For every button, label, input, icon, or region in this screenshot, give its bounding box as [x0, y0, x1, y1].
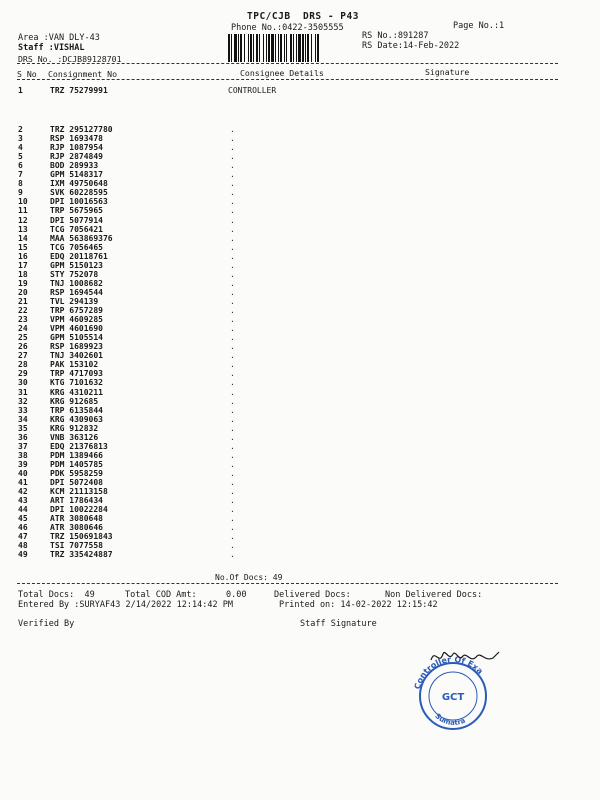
row-marker: . [230, 360, 235, 370]
row-consignment: SVK 60228595 [50, 188, 108, 198]
row-consignment: TRP 5675965 [50, 206, 103, 216]
seal-outer-text: Controller Of Exa [412, 654, 485, 691]
barcode-bar [278, 34, 279, 62]
phone-number: Phone No.:0422-3505555 [231, 23, 344, 33]
barcode-bar [305, 34, 306, 62]
barcode-bar [280, 34, 282, 62]
total-cod-value: 0.00 [226, 590, 247, 600]
row-marker: . [230, 351, 235, 361]
row-marker: . [230, 541, 235, 551]
barcode-bar [238, 34, 239, 62]
row-consignment: RJP 2874849 [50, 152, 103, 162]
rs-date: RS Date:14-Feb-2022 [362, 41, 460, 51]
barcode-bar [286, 34, 287, 62]
row-marker: . [230, 378, 235, 388]
row-marker: . [230, 269, 235, 279]
row-consignment: GPM 5148317 [50, 170, 103, 180]
barcode-bar [317, 34, 319, 62]
row-marker: . [230, 242, 235, 252]
verified-by-label: Verified By [18, 619, 75, 629]
row-sno: 3 [18, 134, 23, 144]
row-marker: . [230, 532, 235, 542]
staff-signature-label: Staff Signature [300, 619, 377, 629]
row-consignment: PDM 1389466 [50, 450, 103, 460]
barcode-bar [248, 34, 249, 62]
column-header-consignee-details: Consignee Details [240, 68, 324, 78]
row-consignment: STY 752078 [50, 269, 99, 279]
row-marker: . [230, 297, 235, 306]
seal-center-text: GCT [441, 692, 465, 703]
row-consignment: DPI 5072408 [50, 478, 103, 487]
consignee-details-first: CONTROLLER [228, 86, 277, 95]
row-marker: . [230, 278, 235, 288]
row-consignment: PDK 5958259 [50, 468, 103, 478]
barcode-bar [284, 34, 285, 62]
no-of-docs: No.Of Docs: 49 [215, 573, 283, 582]
row-sno: 35 [18, 423, 28, 433]
row-sno: 21 [18, 297, 28, 306]
row-consignment: EDQ 21376813 [50, 441, 108, 451]
row-marker: . [230, 505, 235, 515]
row-sno: 17 [18, 260, 28, 270]
row-marker: . [230, 134, 235, 144]
barcode-bar [228, 34, 230, 62]
row-marker: . [230, 487, 235, 496]
seal-bottom-text: Sumatra [433, 712, 467, 727]
row-marker: . [230, 396, 235, 406]
barcode-bar [268, 34, 270, 62]
total-docs: Total Docs: 49 [18, 590, 95, 600]
barcode-bar [315, 34, 316, 62]
row-marker: . [230, 414, 235, 424]
rs-number: RS No.:891287 [362, 31, 429, 41]
row-marker: . [230, 523, 235, 533]
row-consignment: DPI 10022284 [50, 505, 108, 515]
entered-by: Entered By :SURYAF43 2/14/2022 12:14:42 PM [18, 600, 233, 610]
barcode-bar [234, 34, 237, 62]
official-seal-stamp [401, 640, 506, 730]
row-marker: . [230, 405, 235, 415]
document-title: TPC/CJB DRS - P43 [247, 11, 359, 22]
row-sno: 18 [18, 269, 28, 279]
column-header-consignment: Consignment No [48, 69, 118, 79]
row-marker: . [230, 188, 235, 198]
delivered-docs: Delivered Docs: [274, 590, 351, 600]
row-sno: 4 [18, 143, 23, 153]
row-consignment: TCG 7056465 [50, 242, 103, 252]
row-consignment: TRP 6757289 [50, 306, 103, 315]
header-divider-top [17, 63, 558, 64]
row-sno: 46 [18, 523, 28, 533]
barcode-bar [266, 34, 267, 62]
row-marker: . [230, 432, 235, 442]
row-sno: 49 [18, 550, 28, 560]
row-consignment: KRG 912685 [50, 396, 99, 406]
row-sno: 28 [18, 360, 28, 370]
row-consignment: ATR 3080646 [50, 523, 103, 533]
row-marker: . [230, 423, 235, 433]
row-consignment: KRG 4310211 [50, 387, 103, 397]
row-sno: 39 [18, 459, 28, 469]
row-sno: 31 [18, 387, 28, 397]
row-sno: 10 [18, 197, 28, 207]
summary-divider [17, 583, 558, 584]
row-marker: . [230, 369, 235, 379]
column-header-signature: Signature [425, 67, 470, 77]
row-sno: 12 [18, 215, 28, 225]
row-sno: 47 [18, 532, 28, 542]
row-sno: 32 [18, 396, 28, 406]
row-consignment: IXM 49750648 [50, 179, 108, 189]
row-sno: 40 [18, 468, 28, 478]
printed-on: Printed on: 14-02-2022 12:15:42 [279, 600, 438, 610]
row-consignment: GPM 5150123 [50, 260, 103, 270]
barcode-bar [263, 34, 264, 62]
row-consignment: VPM 4609285 [50, 315, 103, 325]
row-consignment: VNB 363126 [50, 432, 99, 442]
row-marker: . [230, 333, 235, 343]
row-sno: 36 [18, 432, 28, 442]
row-sno: 7 [18, 170, 23, 180]
column-header-sno: S No [17, 69, 37, 79]
row-marker: . [230, 450, 235, 460]
row-consignment: TSI 7077558 [50, 541, 103, 551]
row-consignment: TRP 4717093 [50, 369, 103, 379]
row-consignment: KCM 21113158 [50, 487, 108, 496]
row-sno: 26 [18, 342, 28, 352]
barcode-bar [290, 34, 292, 62]
row-consignment: ATR 3080648 [50, 514, 103, 524]
row-sno: 9 [18, 188, 23, 198]
row-consignment: BOD 289933 [50, 161, 99, 171]
area-label: Area :VAN DLY-43 [18, 33, 100, 43]
row-sno: 48 [18, 541, 28, 551]
row-consignment: TCG 7056421 [50, 224, 103, 234]
row-consignment: TRZ 295127780 [50, 125, 113, 134]
barcode-bar [293, 34, 294, 62]
barcode-bar [271, 34, 274, 62]
row-consignment: RSP 1689923 [50, 342, 103, 352]
row-sno: 11 [18, 206, 28, 216]
row-consignment: RSP 1693478 [50, 134, 103, 144]
barcode-bar [296, 34, 297, 62]
barcode-bar [275, 34, 276, 62]
row-marker: . [230, 315, 235, 325]
total-cod-label: Total COD Amt: [125, 590, 197, 600]
row-sno: 8 [18, 179, 23, 189]
row-marker: . [230, 441, 235, 451]
barcode-bar [240, 34, 242, 62]
row-consignment: DPI 10016563 [50, 197, 108, 207]
row-sno: 22 [18, 306, 28, 315]
row-sno: 6 [18, 161, 23, 171]
row-sno: 23 [18, 315, 28, 325]
row-marker: . [230, 179, 235, 189]
row-marker: . [230, 342, 235, 352]
row-marker: . [230, 125, 235, 134]
row-consignment: GPM 5105514 [50, 333, 103, 343]
row-sno: 13 [18, 224, 28, 234]
row-sno: 41 [18, 478, 28, 487]
row-marker: . [230, 260, 235, 270]
row-marker: . [230, 387, 235, 397]
row-consignment: TNJ 3402601 [50, 351, 103, 361]
row-marker: . [230, 478, 235, 487]
row-consignment: EDQ 20118761 [50, 251, 108, 261]
row-sno: 37 [18, 441, 28, 451]
row-consignment: KTG 7101632 [50, 378, 103, 388]
row-sno: 38 [18, 450, 28, 460]
barcode-bar [231, 34, 232, 62]
drs-number: DRS No. :DCJB89128701 [18, 54, 122, 64]
row-marker: . [230, 251, 235, 261]
barcode-bar [253, 34, 254, 62]
staff-label: Staff :VISHAL [18, 43, 85, 53]
row-sno: 14 [18, 233, 28, 243]
page-number: Page No.:1 [453, 21, 505, 31]
row-sno: 44 [18, 505, 28, 515]
row-sno: 33 [18, 405, 28, 415]
row-marker: . [230, 233, 235, 243]
barcode-bar [311, 34, 312, 62]
barcode-bar [250, 34, 252, 62]
barcode-bar [302, 34, 304, 62]
row-sno: 45 [18, 514, 28, 524]
non-delivered-docs: Non Delivered Docs: [385, 590, 483, 600]
barcode-bar [244, 34, 245, 62]
row-consignment: MAA 563869376 [50, 233, 113, 243]
row-sno: 2 [18, 125, 23, 134]
barcode-bar [298, 34, 301, 62]
barcode-image [228, 34, 353, 62]
row-sno: 24 [18, 324, 28, 334]
row-sno: 1 [18, 86, 23, 95]
row-consignment: ART 1786434 [50, 496, 103, 506]
row-marker: . [230, 224, 235, 234]
row-marker: . [230, 550, 235, 560]
row-sno: 27 [18, 351, 28, 361]
row-marker: . [230, 468, 235, 478]
row-sno: 15 [18, 242, 28, 252]
row-marker: . [230, 197, 235, 207]
row-consignment: TRZ 150691843 [50, 532, 113, 542]
row-marker: . [230, 459, 235, 469]
row-sno: 34 [18, 414, 28, 424]
row-sno: 19 [18, 278, 28, 288]
header-divider-bottom [17, 79, 558, 80]
row-consignment: TRZ 75279991 [50, 86, 108, 95]
row-marker: . [230, 170, 235, 180]
barcode-bar [256, 34, 258, 62]
row-marker: . [230, 287, 235, 297]
row-sno: 29 [18, 369, 28, 379]
row-marker: . [230, 206, 235, 216]
row-consignment: RJP 1087954 [50, 143, 103, 153]
row-sno: 5 [18, 152, 23, 162]
row-marker: . [230, 161, 235, 171]
row-consignment: RSP 1694544 [50, 287, 103, 297]
row-marker: . [230, 514, 235, 524]
row-marker: . [230, 306, 235, 315]
row-marker: . [230, 143, 235, 153]
row-consignment: VPM 4601690 [50, 324, 103, 334]
row-consignment: KRG 912832 [50, 423, 99, 433]
row-sno: 16 [18, 251, 28, 261]
row-consignment: TRZ 335424887 [50, 550, 113, 560]
barcode-bar [259, 34, 260, 62]
row-sno: 25 [18, 333, 28, 343]
row-consignment: TVL 294139 [50, 297, 99, 306]
row-consignment: KRG 4309063 [50, 414, 103, 424]
row-consignment: TNJ 1008682 [50, 278, 103, 288]
row-marker: . [230, 152, 235, 162]
row-sno: 30 [18, 378, 28, 388]
row-sno: 20 [18, 287, 28, 297]
row-marker: . [230, 324, 235, 334]
row-marker: . [230, 215, 235, 225]
row-marker: . [230, 496, 235, 506]
row-sno: 42 [18, 487, 28, 496]
row-consignment: PAK 153102 [50, 360, 99, 370]
row-consignment: PDM 1405785 [50, 459, 103, 469]
row-sno: 43 [18, 496, 28, 506]
row-consignment: TRP 6135844 [50, 405, 103, 415]
barcode-bar [307, 34, 309, 62]
row-consignment: DPI 5077914 [50, 215, 103, 225]
